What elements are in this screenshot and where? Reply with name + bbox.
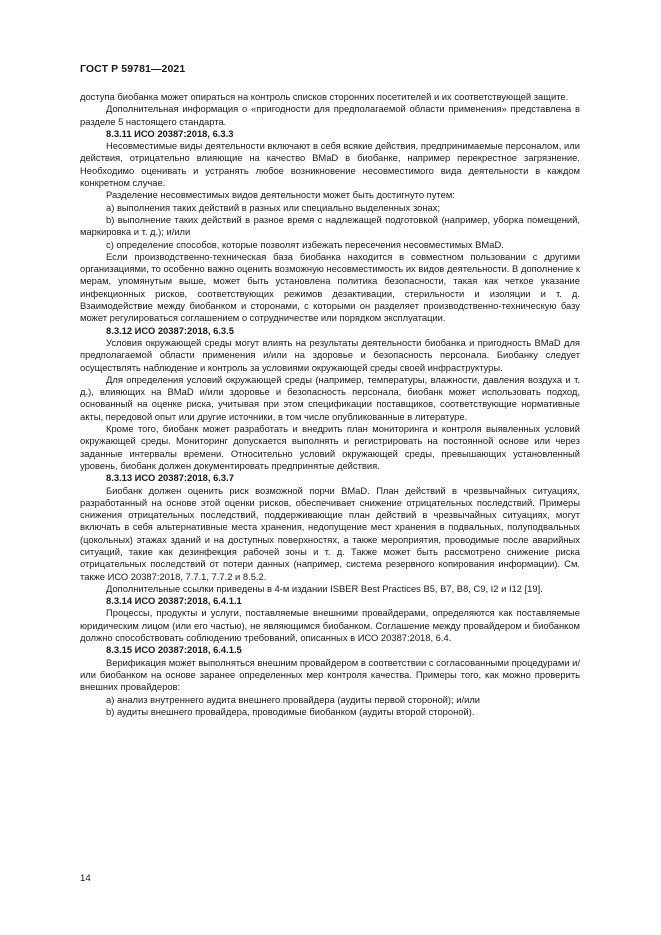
paragraph: Верификация может выполняться внешним провайдером в соответствии с согласованными процедурами и/или биобанком на основе заранее определенных мер контроля качества. Примеры того, как можно проверить внешних провайдеров: [80, 656, 580, 693]
paragraph: Дополнительные ссылки приведены в 4-м издании ISBER Best Practices B5, B7, B8, C9, I2 и I12 [19]. [106, 582, 543, 594]
page-number: 14 [80, 873, 91, 884]
paragraph: Для определения условий окружающей среды (например, температуры, влажности, давления воздуха и т. д.), влияющих на BMaD и/или здоровье и безопасность персонала, биобанк может использовать подход, основанный на оценке риска, учитывая при этом спецификации поставщиков, соответствующие нормативные акты, передовой опыт или другие источники, в том числе опубликованные в литературе. [80, 373, 580, 422]
list-item: a) выполнения таких действий в разных или специально выделенных зонах; [106, 201, 441, 213]
list-item: b) аудиты внешнего провайдера, проводимые биобанком (аудиты второй стороной). [106, 705, 475, 717]
section-heading-8-3-12: 8.3.12 ИСО 20387:2018, 6.3.5 [106, 324, 234, 336]
paragraph: доступа биобанка может опираться на контроль списков сторонних посетителей и их соответствующей защите. [80, 91, 569, 102]
paragraph: Дополнительная информация о «пригодности для предполагаемой области применения» представлена в разделе 5 настоящего стандарта. [80, 103, 580, 127]
document-body [80, 91, 580, 718]
paragraph: Разделение несовместимых видов деятельности может быть достигнуто путем: [106, 189, 455, 201]
paragraph: Процессы, продукты и услуги, поставляемые внешними провайдерами, определяются как поставляемые юридическим лицом (или его частью), не являющимся биобанком. Соглашение между провайдером и биобанком должно способствовать соблюдению требований, описанных в ИСО 20387:2018, 6.4. [80, 607, 580, 644]
list-item: c) определение способов, которые позволят избежать пересечения несовместимых BMaD. [106, 238, 504, 250]
section-heading-8-3-15: 8.3.15 ИСО 20387:2018, 6.4.1.5 [106, 644, 242, 656]
paragraph: Если производственно-техническая база биобанка находится в совместном пользовании с другими организациями, то особенно важно оценить возможную несовместимость их видов деятельности. В дополнение к мерам, упомянутым выше, может быть установлена политика безопасности, такая как четкое указание инфекционных рисков, соответствующих режимов дезактивации, стерильности и изоляции и т. д. Взаимодействие между биобанком и сторонами, с которыми он разделяет производственно-техническую базу может регулироваться соглашением о сотрудничестве или порядком эксплуатации. [80, 250, 580, 324]
paragraph: Кроме того, биобанк может разработать и внедрить план мониторинга и контроля выявленных условий окружающей среды. Мониторинг допускается выполнять и регистрировать на постоянной основе или через заданные интервалы времени. Относительно условий окружающей среды, превышающих установленный уровень, биобанк должен документировать предпринятые действия. [80, 423, 580, 471]
paragraph: Биобанк должен оценить риск возможной порчи BMaD. План действий в чрезвычайных ситуациях, разработанный на основе этой оценки рисков, обеспечивает снижение отрицательных последствий. Примеры снижения отрицательных последствий, поддерживающие план действий в чрезвычайных ситуациях, могут включать в себя альтернативные места хранения, недопущение мест хранения в подвальных, полуподвальных (цокольных) этажах зданий и на доступных поверхностях, а также мероприятия, проводимые после аварийных ситуаций, такие как дезинфекция рабочей зоны и т. д. Также может быть рассмотрено снижение риска отрицательных последствий от потери данных (например, система резервного копирования информации). См. также ИСО 20387:2018, 7.7.1, 7.7.2 и 8.5.2. [80, 484, 580, 582]
section-heading-8-3-13: 8.3.13 ИСО 20387:2018, 6.3.7 [106, 472, 234, 484]
paragraph: Условия окружающей среды могут влиять на результаты деятельности биобанка и пригодность BMaD для предполагаемой области применения и/или на здоровье и безопасность персонала. Биобанку следует осуществлять наблюдение и контроль за условиями окружающей среды своей инфраструктуры. [80, 336, 580, 373]
section-heading-8-3-14: 8.3.14 ИСО 20387:2018, 6.4.1.1 [106, 595, 242, 607]
section-heading-8-3-11: 8.3.11 ИСО 20387:2018, 6.3.3 [106, 127, 234, 139]
list-item: a) анализ внутреннего аудита внешнего провайдера (аудиты первой стороной); и/или [106, 693, 481, 705]
list-item: b) выполнение таких действий в разное время с надлежащей подготовкой (например, уборка помещений, маркировка и т. д.); и/или [80, 213, 580, 238]
paragraph: Несовместимые виды деятельности включают в себя всякие действия, предпринимаемые персоналом, или действия, отрицательно влияющие на качество BMaD в биобанке, например перекрестное загрязнение. Необходимо оценивать и устранять любое возникновение несовместимого вида деятельности в каждом конкретном случае. [80, 140, 580, 189]
standard-header: ГОСТ Р 59781—2021 [80, 63, 186, 75]
